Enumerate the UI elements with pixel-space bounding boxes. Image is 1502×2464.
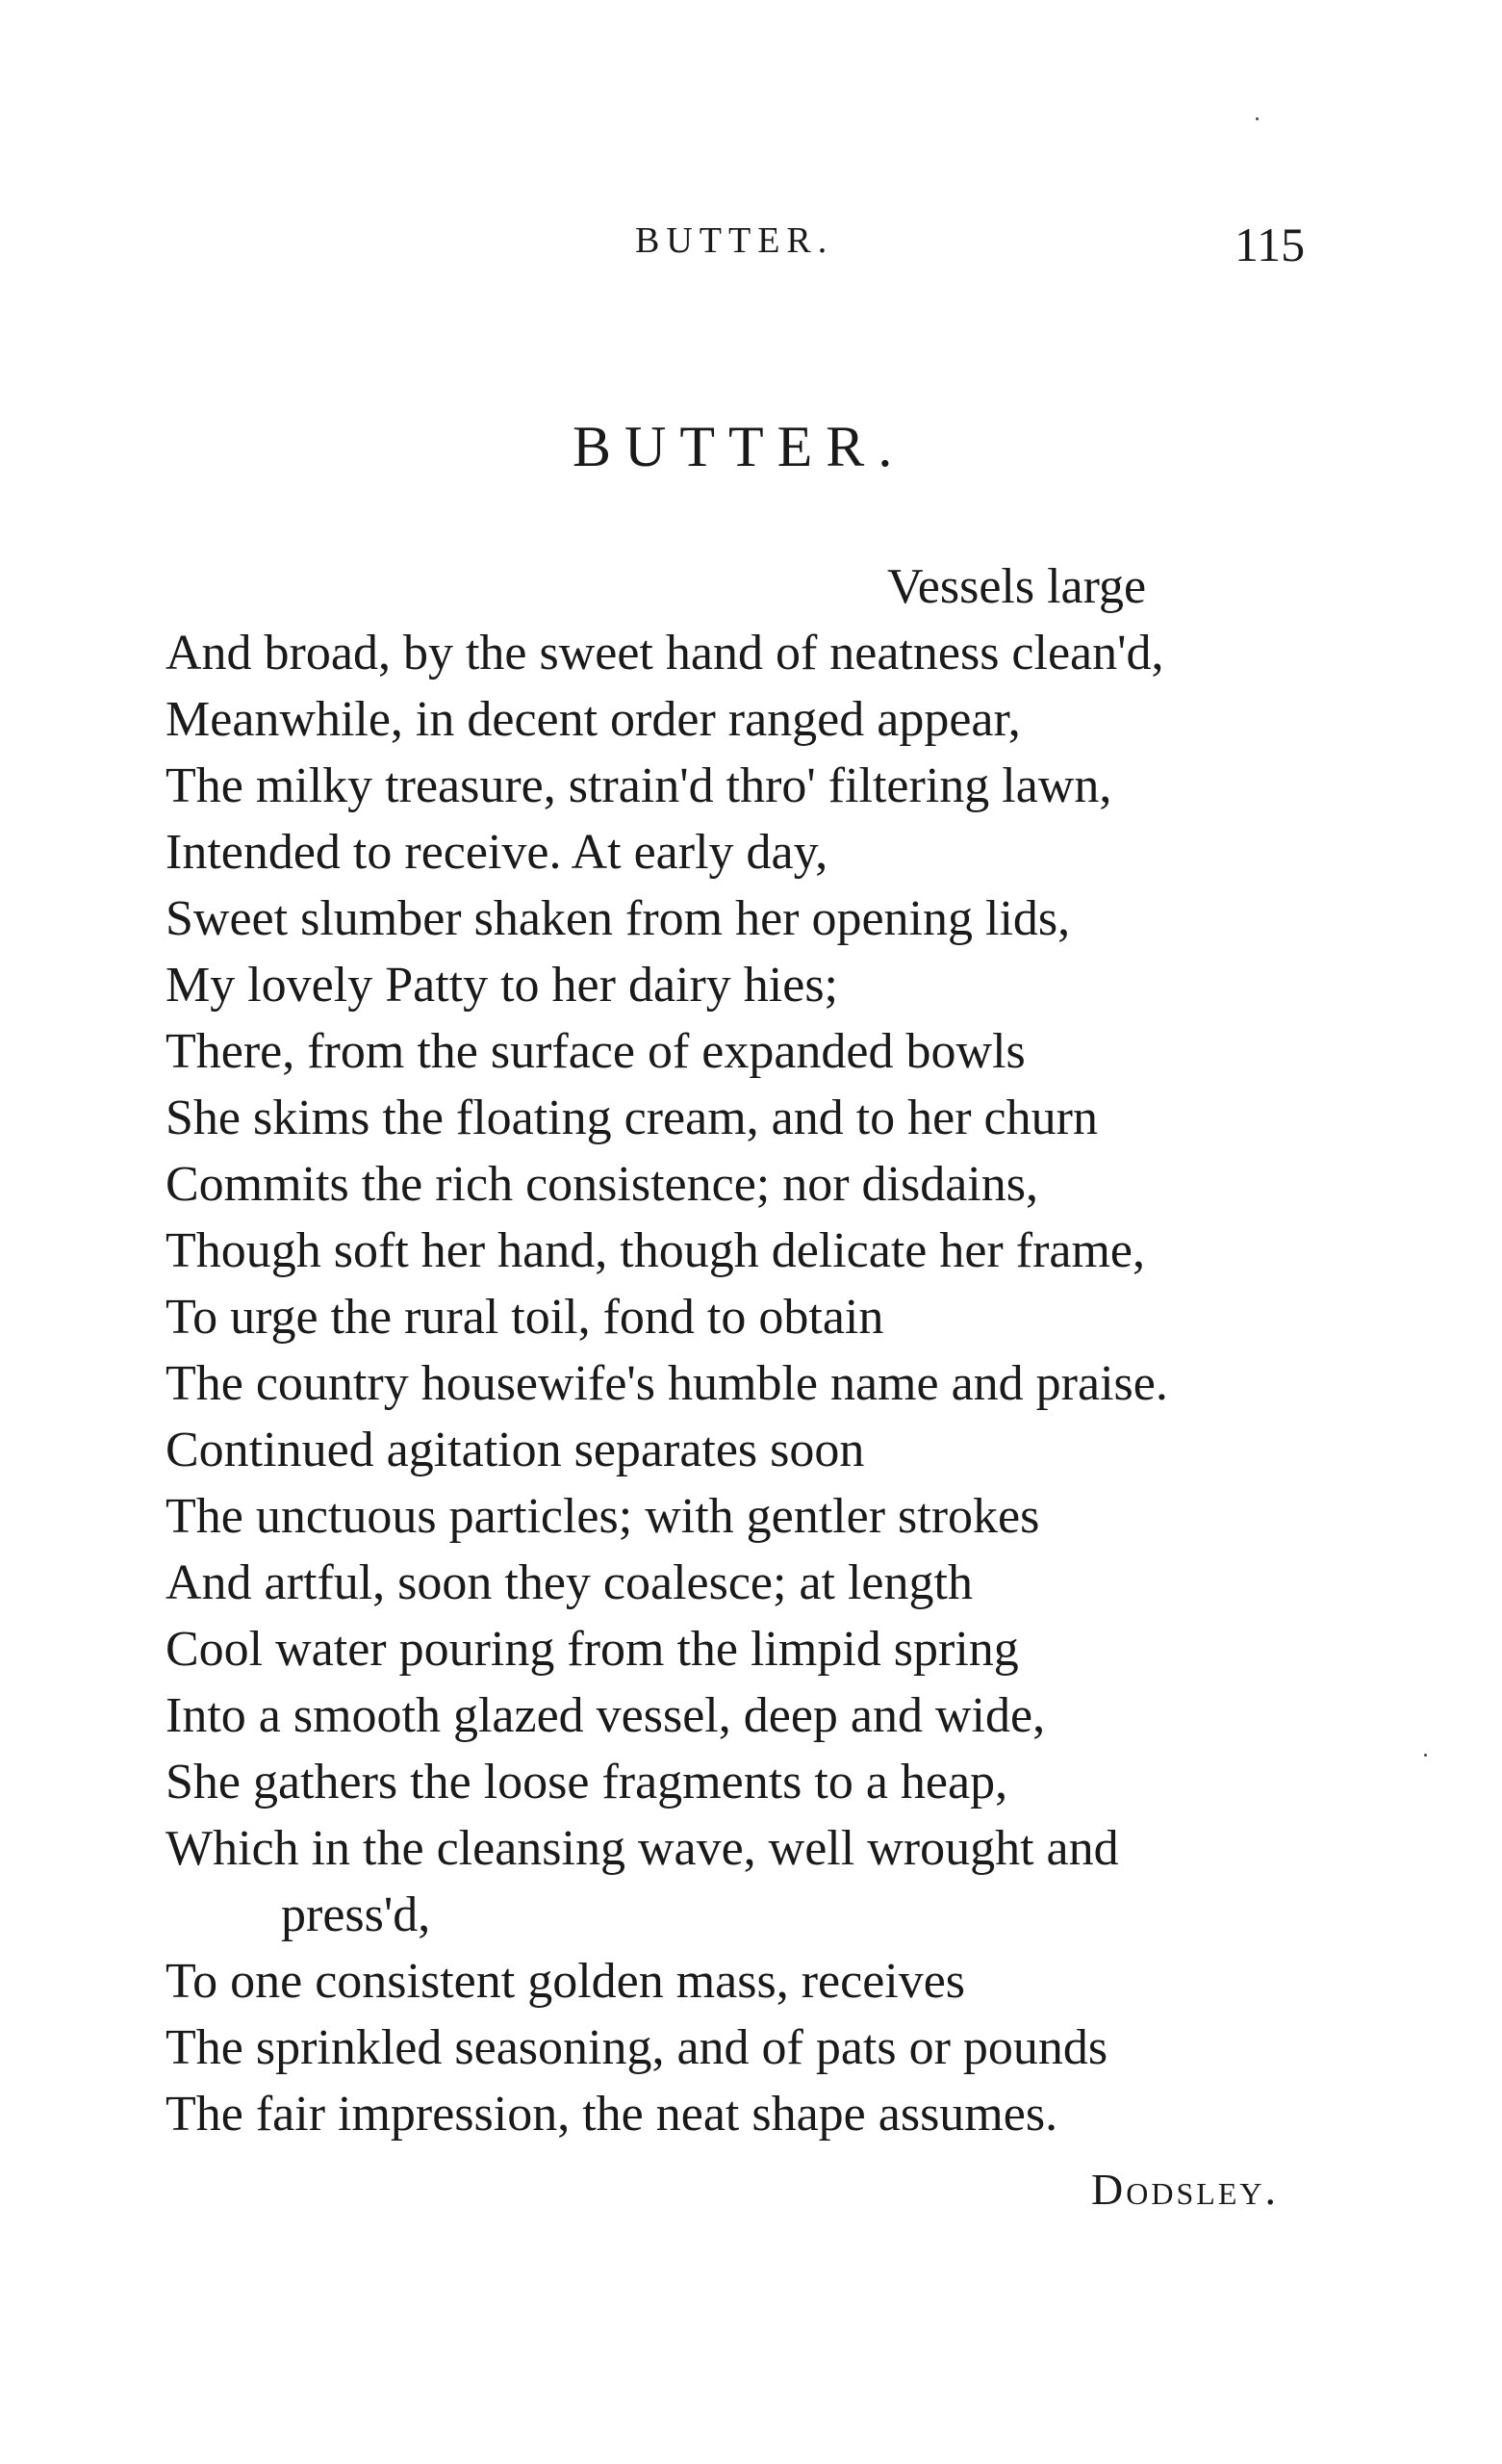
poem-line: Cool water pouring from the limpid spring (165, 1622, 1019, 1677)
poem-line: The milky treasure, strain'd thro' filtering lawn, (165, 758, 1112, 813)
poem-line: Though soft her hand, though delicate her frame, (165, 1223, 1145, 1278)
poem-line: To one consistent golden mass, receives (165, 1954, 966, 2009)
print-speck (1256, 117, 1259, 120)
poem-line-continuation: press'd, (281, 1887, 431, 1942)
poem-line: Commits the rich consistence; nor disdains, (165, 1157, 1038, 1212)
poem-line: Meanwhile, in decent order ranged appear, (165, 692, 1021, 747)
poem-line: The country housewife's humble name and praise. (165, 1356, 1168, 1411)
poem-line: Sweet slumber shaken from her opening lids, (165, 891, 1071, 946)
poem-line: Which in the cleansing wave, well wrought and (165, 1821, 1119, 1876)
poem-line: My lovely Patty to her dairy hies; (165, 958, 839, 1013)
poem-line: And artful, soon they coalesce; at length (165, 1555, 973, 1610)
poem-line: Vessels large (887, 559, 1147, 614)
poem-line: The unctuous particles; with gentler strokes (165, 1489, 1040, 1544)
poem-line: To urge the rural toil, fond to obtain (165, 1290, 884, 1345)
poem-body (165, 553, 1416, 2147)
poem-line: The sprinkled seasoning, and of pats or pounds (165, 2020, 1108, 2075)
poem-line: The fair impression, the neat shape assumes. (165, 2087, 1058, 2142)
poem-title: BUTTER. (573, 415, 906, 478)
print-speck (1424, 1754, 1427, 1757)
poem-line: There, from the surface of expanded bowls (165, 1024, 1026, 1079)
poem-author: Dodsley. (1091, 2165, 1279, 2214)
page-number: 115 (1235, 218, 1306, 271)
poem-line: Continued agitation separates soon (165, 1423, 865, 1477)
poem-line: Into a smooth glazed vessel, deep and wide, (165, 1688, 1046, 1743)
poem-line: She skims the floating cream, and to her churn (165, 1091, 1098, 1145)
running-head: BUTTER. (635, 220, 834, 261)
poem-line: She gathers the loose fragments to a heap, (165, 1755, 1008, 1810)
poem-line: And broad, by the sweet hand of neatness clean'd, (165, 626, 1164, 680)
poem-line: Intended to receive. At early day, (165, 825, 828, 880)
